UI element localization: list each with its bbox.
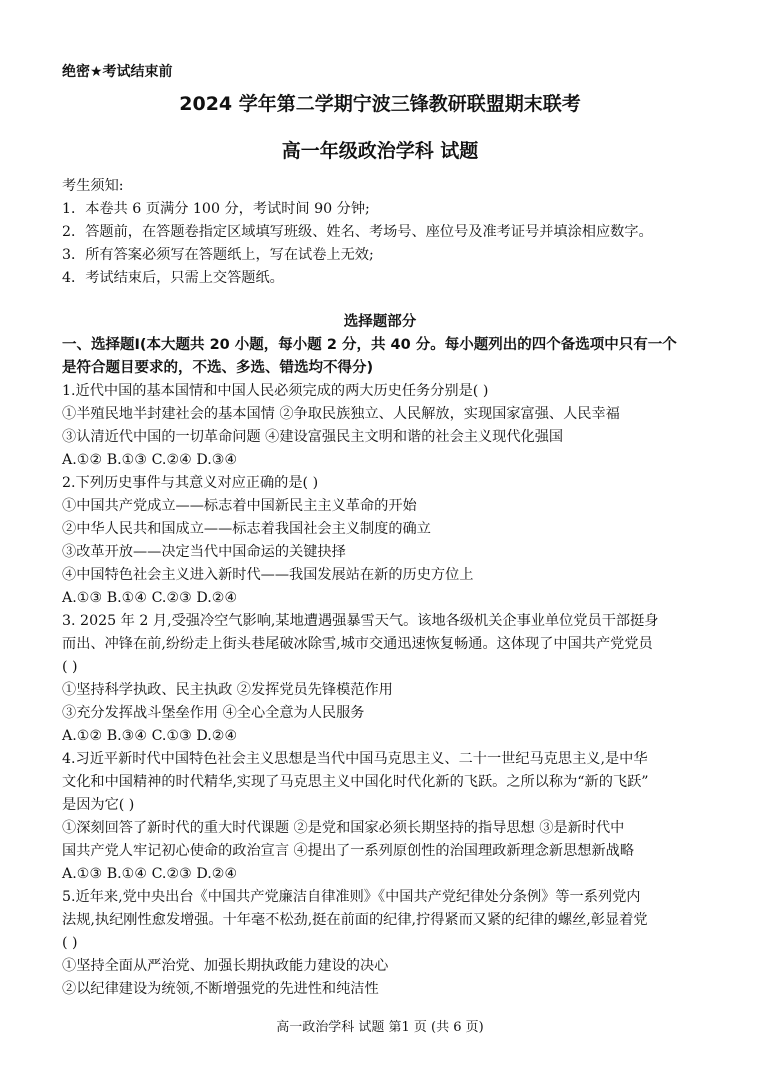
q4-choices: A.①③ B.①④ C.②③ D.②④: [62, 866, 238, 882]
q5-stem-line3: ( ): [62, 935, 78, 951]
q2-option-1: ①中国共产党成立——标志着中国新民主主义革命的开始: [62, 498, 417, 514]
q5-stem-line2: 法规,执纪刚性愈发增强。十年毫不松劲,挺在前面的纪律,拧得紧而又紧的纪律的螺丝,彰显着党: [62, 912, 648, 928]
notice-heading: 考生须知:: [62, 178, 124, 194]
q4-stem-line2: 文化和中国精神的时代精华,实现了马克思主义中国化时代化新的飞跃。之所以称为“新的飞跃”: [62, 774, 649, 790]
q2-option-3: ③改革开放——决定当代中国命运的关键抉择: [62, 544, 346, 560]
q2-option-2: ②中华人民共和国成立——标志着我国社会主义制度的确立: [62, 521, 431, 537]
page-footer: 高一政治学科 试题 第1 页 (共 6 页): [276, 1020, 484, 1035]
q4-stem-line3: 是因为它( ): [62, 797, 135, 813]
notice-item-3: 3．所有答案必须写在答题纸上，写在试卷上无效;: [62, 247, 374, 263]
q3-stem-line1: 3. 2025 年 2 月,受强冷空气影响,某地遭遇强暴雪天气。该地各级机关企事业单位党员干部挺身: [62, 613, 659, 629]
q4-option-line1: ①深刻回答了新时代的重大时代课题 ②是党和国家必须长期坚持的指导思想 ③是新时代中: [62, 820, 625, 836]
notice-item-4: 4．考试结束后，只需上交答题纸。: [62, 270, 284, 286]
q5-option-1: ①坚持全面从严治党、加强长期执政能力建设的决心: [62, 958, 389, 974]
q1-choices: A.①② B.①③ C.②④ D.③④: [62, 452, 238, 468]
section-instruction-line1: 一、选择题Ⅰ(本大题共 20 小题，每小题 2 分，共 40 分。每小题列出的四个备选项中只有一个: [62, 337, 677, 353]
q1-stem: 1.近代中国的基本国情和中国人民必须完成的两大历史任务分别是( ): [62, 383, 489, 399]
q3-stem-line3: ( ): [62, 659, 78, 675]
q1-option-line2: ③认清近代中国的一切革命问题 ④建设富强民主文明和谐的社会主义现代化强国: [62, 429, 564, 445]
q2-stem: 2.下列历史事件与其意义对应正确的是( ): [62, 475, 319, 491]
q2-option-4: ④中国特色社会主义进入新时代——我国发展站在新的历史方位上: [62, 567, 474, 583]
q3-option-line1: ①坚持科学执政、民主执政 ②发挥党员先锋模范作用: [62, 682, 393, 698]
q1-option-line1: ①半殖民地半封建社会的基本国情 ②争取民族独立、人民解放，实现国家富强、人民幸福: [62, 406, 620, 422]
q3-stem-line2: 而出、冲锋在前,纷纷走上街头巷尾破冰除雪,城市交通迅速恢复畅通。这体现了中国共产党党员: [62, 636, 653, 652]
q5-option-2: ②以纪律建设为统领,不断增强党的先进性和纯洁性: [62, 981, 379, 997]
q2-choices: A.①③ B.①④ C.②③ D.②④: [62, 590, 238, 606]
notice-item-2: 2．答题前，在答题卷指定区域填写班级、姓名、考场号、座位号及准考证号并填涂相应数字。: [62, 224, 653, 240]
q3-choices: A.①② B.③④ C.①③ D.②④: [62, 728, 238, 744]
notice-item-1: 1．本卷共 6 页满分 100 分，考试时间 90 分钟;: [62, 201, 370, 217]
q4-stem-line1: 4.习近平新时代中国特色社会主义思想是当代中国马克思主义、二十一世纪马克思主义,是中华: [62, 751, 648, 767]
q4-option-line2: 国共产党人牢记初心使命的政治宣言 ④提出了一系列原创性的治国理政新理念新思想新战略: [62, 843, 635, 859]
exam-subtitle: 高一年级政治学科 试题: [281, 140, 479, 162]
q5-stem-line1: 5.近年来,党中央出台《中国共产党廉洁自律准则》《中国共产党纪律处分条例》等一系列党内: [62, 889, 641, 905]
exam-title: 2024 学年第二学期宁波三锋教研联盟期末联考: [179, 93, 581, 115]
secret-mark: 绝密★考试结束前: [62, 64, 173, 80]
section-title: 选择题部分: [343, 314, 417, 330]
section-instruction-line2: 是符合题目要求的，不选、多选、错选均不得分): [62, 360, 374, 376]
q3-option-line2: ③充分发挥战斗堡垒作用 ④全心全意为人民服务: [62, 705, 365, 721]
